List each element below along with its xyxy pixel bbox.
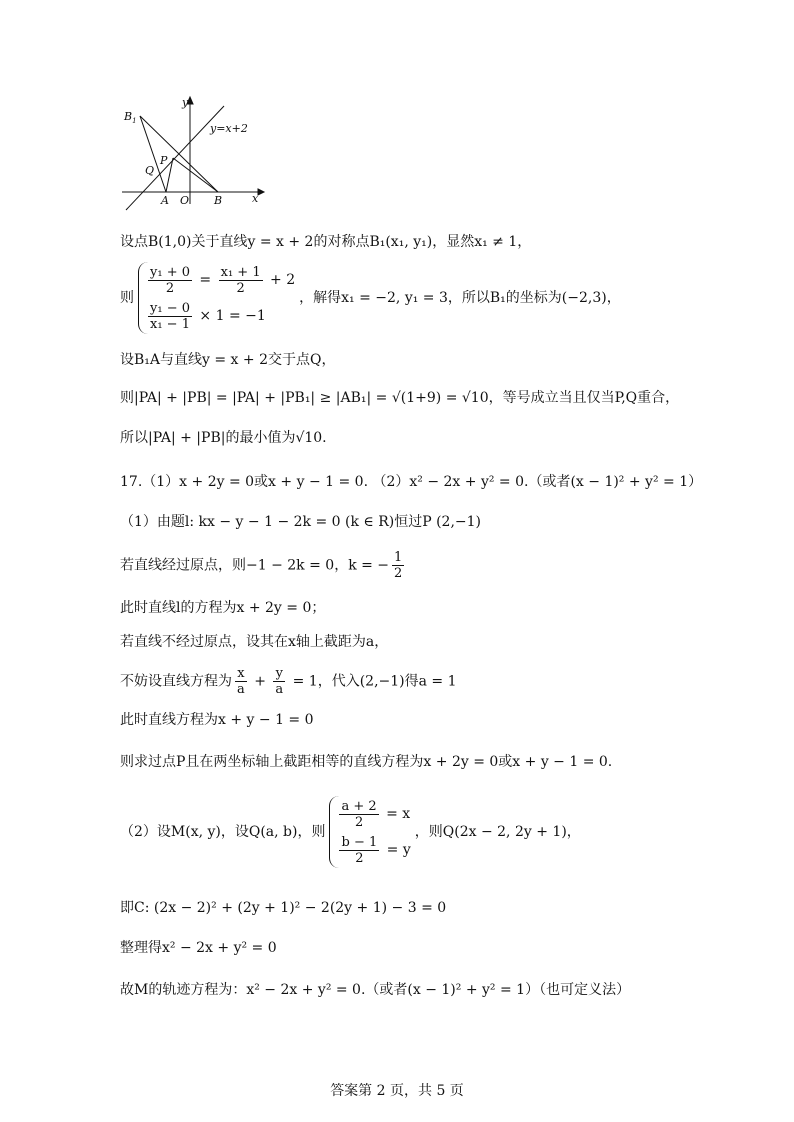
frac-num: x <box>235 666 247 682</box>
label-p: P <box>160 154 168 167</box>
frac-den: a <box>237 682 245 697</box>
text-line-2 <box>120 262 621 334</box>
segment-p-b <box>173 158 218 192</box>
text-line-14 <box>120 796 581 868</box>
fraction <box>339 835 379 866</box>
text-line-13: 则求过点P且在两坐标轴上截距相等的直线方程为x + 2y = 0或x + y − 1 = 0. <box>120 754 613 770</box>
frac-num: y <box>273 666 285 682</box>
frac-den: 2 <box>355 850 364 866</box>
frac-den: 2 <box>236 280 245 296</box>
equation-system-2 <box>329 796 410 868</box>
page-footer: 答案第 2 页，共 5 页 <box>330 1083 464 1099</box>
label-o: O <box>180 194 190 207</box>
text-line-7: （1）由题l: kx − y − 1 − 2k = 0 (k ∈ R)恒过P (2,−1) <box>120 514 482 530</box>
label-line: y=x+2 <box>210 122 248 135</box>
line11-suffix: = 1，代入(2,−1)得a = 1 <box>288 673 457 690</box>
segment-b1-b <box>140 116 218 192</box>
system1-eq1 <box>145 262 295 298</box>
line11-prefix: 不妨设直线方程为 <box>120 673 232 690</box>
eq-text: = x <box>381 806 411 822</box>
frac-num: 1 <box>394 550 403 565</box>
text-line-11 <box>120 666 457 697</box>
fraction <box>235 666 247 697</box>
frac-den: x₁ − 1 <box>150 316 190 332</box>
line8-prefix: 若直线经过原点，则−1 − 2k = 0，k = − <box>120 557 390 574</box>
fraction <box>148 301 192 332</box>
frac-den: 2 <box>354 814 364 830</box>
text-line-4: 则|PA| + |PB| = |PA| + |PB₁| ≥ |AB₁| = √(1+9) = √10，等号成立当且仅当P,Q重合， <box>120 390 680 406</box>
text-line-8 <box>120 550 407 581</box>
fraction <box>219 265 263 296</box>
system2-eq2 <box>336 832 410 868</box>
text-line-15: 即C: (2x − 2)² + (2y + 1)² − 2(2y + 1) − 3 = 0 <box>120 900 447 916</box>
label-y: y <box>182 96 189 109</box>
label-x: x <box>252 192 259 205</box>
x-axis-arrow <box>258 189 264 195</box>
fraction <box>392 550 404 581</box>
geometry-figure <box>118 92 268 212</box>
frac-num: y₁ − 0 <box>150 300 190 316</box>
equation-system-1 <box>138 262 295 334</box>
fraction <box>148 265 192 296</box>
text-line-9: 此时直线l的方程为x + 2y = 0； <box>120 600 326 616</box>
frac-num: a + 2 <box>341 798 377 814</box>
eq-text: × 1 = −1 <box>194 308 266 324</box>
text-line-12: 此时直线方程为x + y − 1 = 0 <box>120 712 314 728</box>
plus-text: + <box>249 673 271 690</box>
eq-text: = <box>194 272 216 288</box>
fraction <box>339 799 378 830</box>
label-a: A <box>161 194 169 207</box>
text-line-17: 故M的轨迹方程为：x² − 2x + y² = 0.（或者(x − 1)² + y² = 1）（也可定义法） <box>120 982 631 998</box>
text-line-10: 若直线不经过原点，设其在x轴上截距为a， <box>120 634 389 650</box>
text-line-1: 设点B(1,0)关于直线y = x + 2的对称点B₁(x₁, y₁)，显然x₁ ≠ 1， <box>120 234 532 250</box>
line14-prefix: （2）设M(x, y)，设Q(a, b)，则 <box>120 824 326 840</box>
system1-eq2 <box>145 298 295 334</box>
text-line-5: 所以|PA| + |PB|的最小值为√10. <box>120 430 327 446</box>
line2-suffix: ，解得x₁ = −2, y₁ = 3，所以B₁的坐标为(−2,3)， <box>299 290 621 306</box>
eq-text: = y <box>382 842 411 858</box>
label-b1: $B_1$ <box>124 110 137 125</box>
text-line-16: 整理得x² − 2x + y² = 0 <box>120 940 277 956</box>
line2-prefix: 则 <box>120 290 134 306</box>
label-b: B <box>214 194 223 207</box>
line14-suffix: ，则Q(2x − 2, 2y + 1)， <box>414 824 581 840</box>
frac-den: 2 <box>165 280 175 296</box>
text-line-6: 17.（1）x + 2y = 0或x + y − 1 = 0. （2）x² − 2x + y² = 0.（或者(x − 1)² + y² = 1） <box>120 474 703 490</box>
frac-num: b − 1 <box>341 834 378 850</box>
label-q: Q <box>145 164 155 177</box>
fraction <box>273 666 285 697</box>
frac-num: x₁ + 1 <box>220 264 261 280</box>
frac-den: 2 <box>394 566 403 581</box>
text-line-3: 设B₁A与直线y = x + 2交于点Q， <box>120 352 336 368</box>
frac-den: a <box>275 682 284 697</box>
frac-num: y₁ + 0 <box>150 264 190 280</box>
eq-text: + 2 <box>265 272 296 288</box>
system2-eq1 <box>336 796 410 832</box>
